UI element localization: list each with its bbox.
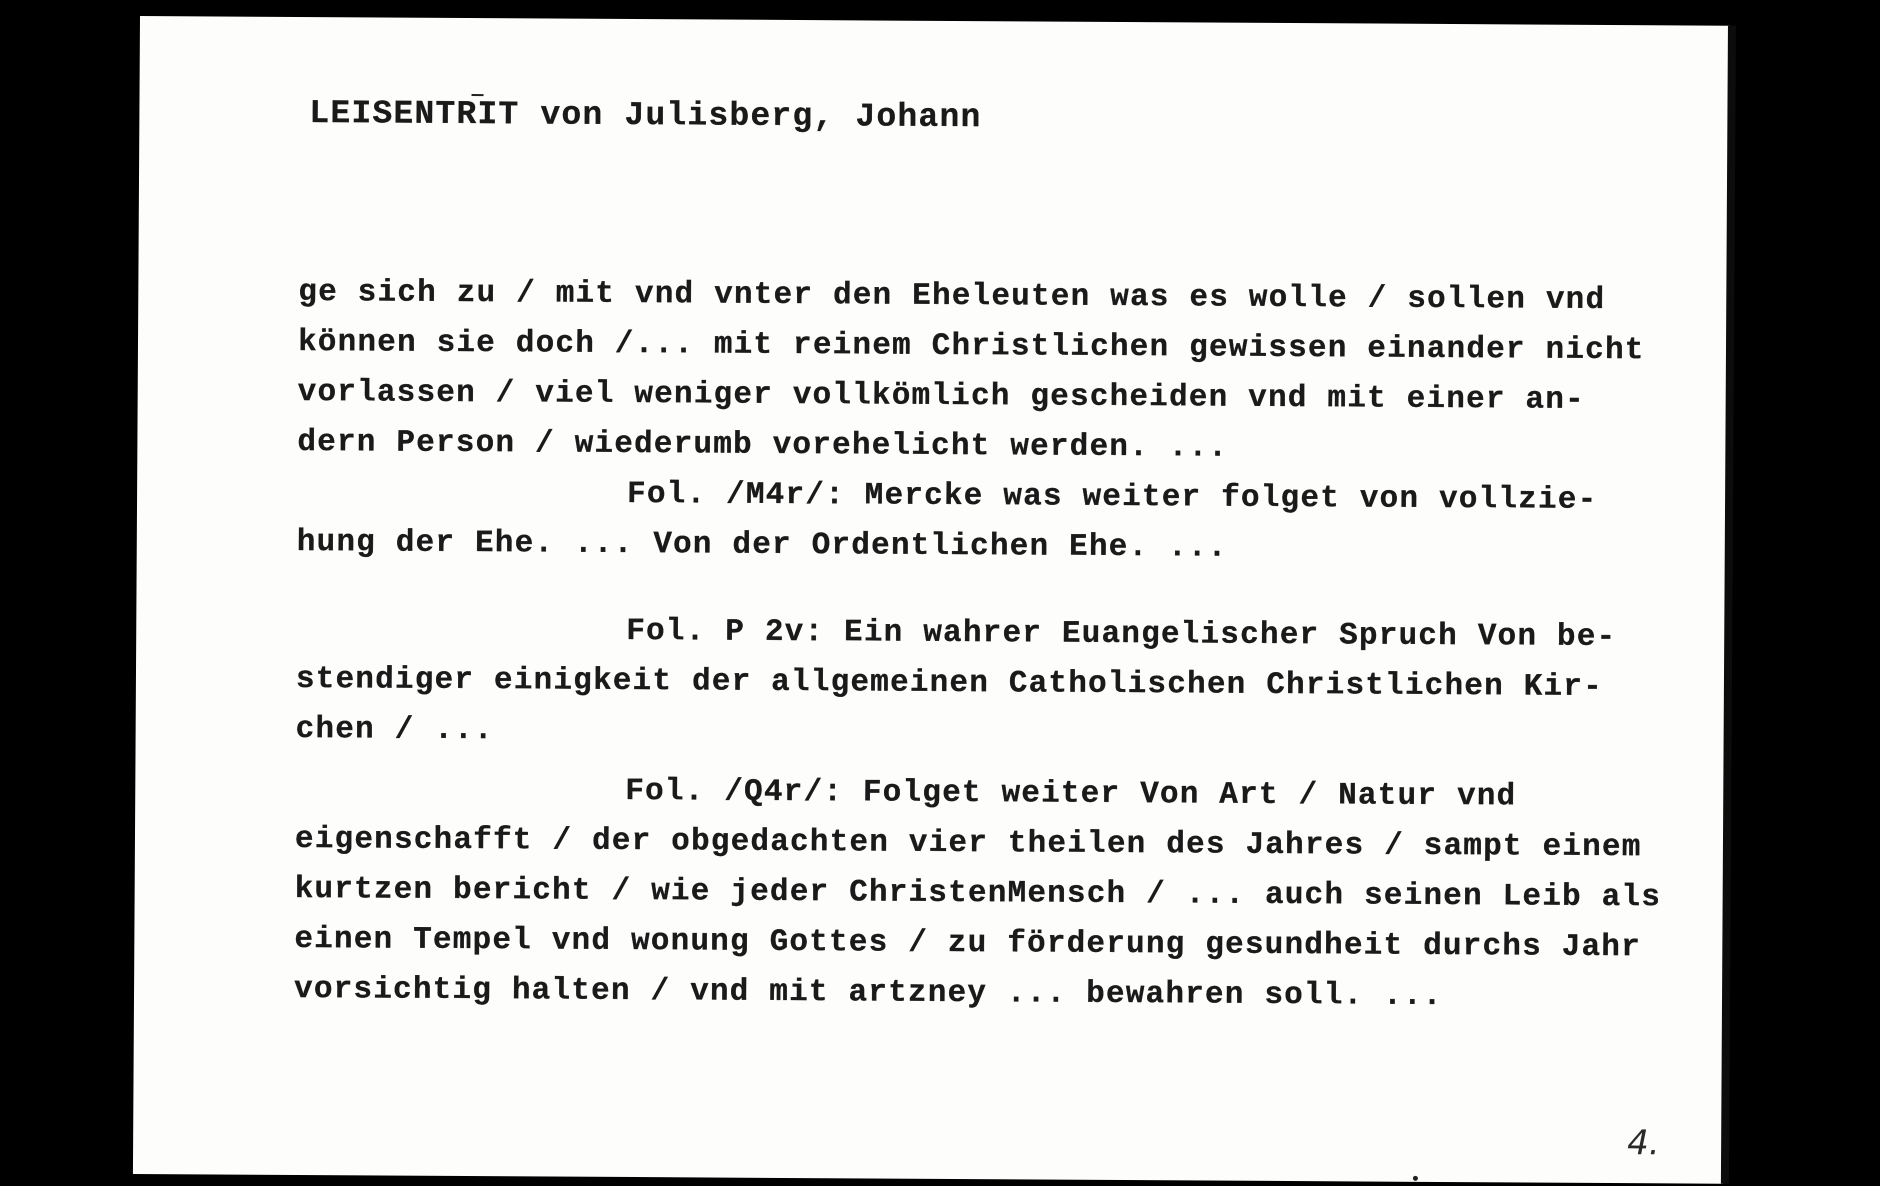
- folio-reference-line: Fol. /M4r/: Mercke was weiter folget von vollzie-: [626, 476, 1598, 518]
- text-line: eigenschafft / der obgedachten vier theilen des Jahres / sampt einem: [294, 821, 1642, 866]
- text-line: kurtzen bericht / wie jeder ChristenMensch / ... auch seinen Leib als: [294, 871, 1662, 916]
- text-line: ge sich zu / mit vnd vnter den Eheleuten was es wolle / sollen vnd: [298, 274, 1606, 318]
- card-edge-shadow: [1721, 26, 1736, 1184]
- folio-reference-line: Fol. P 2v: Ein wahrer Euangelischer Spruch Von be-: [626, 613, 1617, 656]
- text-line: vorsichtig halten / vnd mit artzney ... bewahren soll. ...: [293, 971, 1443, 1014]
- page-number: 4.: [1627, 1123, 1660, 1164]
- text-line: können sie doch /... mit reinem Christlichen gewissen einander nicht: [297, 324, 1645, 369]
- text-line: chen / ...: [295, 711, 494, 749]
- text-line: hung der Ehe. ... Von der Ordentlichen Ehe. ...: [296, 524, 1228, 566]
- text-line: dern Person / wiederumb vorehelicht werden. ...: [297, 424, 1229, 466]
- text-line: stendiger einigkeit der allgemeinen Catholischen Christlichen Kir-: [295, 661, 1604, 705]
- ink-speck: [1413, 1176, 1418, 1181]
- index-card: [133, 16, 1730, 1184]
- card-heading: LEISENTRIT von Julisberg, Johann: [309, 95, 982, 137]
- text-line: vorlassen / viel weniger vollkömlich gescheiden vnd mit einer an-: [297, 374, 1585, 418]
- folio-reference-line: Fol. /Q4r/: Folget weiter Von Art / Natur vnd: [625, 773, 1517, 815]
- text-line: einen Tempel vnd wonung Gottes / zu förderung gesundheit durchs Jahr: [294, 921, 1642, 966]
